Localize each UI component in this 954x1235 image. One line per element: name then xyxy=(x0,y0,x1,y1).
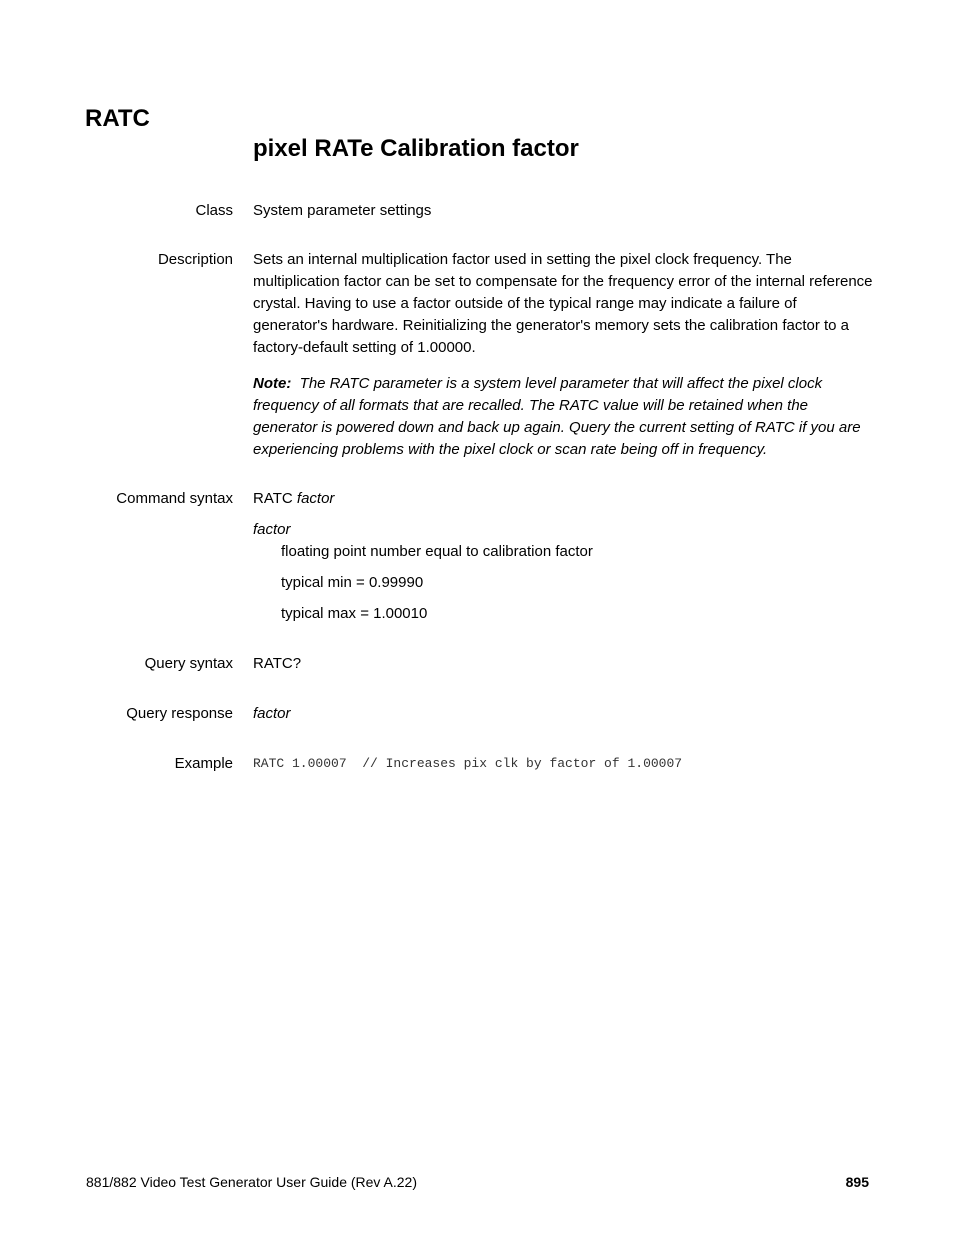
query-syntax-value: RATC? xyxy=(253,655,302,672)
example-code: RATC 1.00007 // Increases pix clk by factor of 1.00007 xyxy=(253,756,683,771)
class-label: Class xyxy=(195,202,233,219)
command-syntax-arg: factor xyxy=(296,490,335,507)
command-title: pixel RATe Calibration factor xyxy=(253,135,579,162)
note-text: The RATC parameter is a system level parameter that will affect the pixel clock frequency of all formats that are recalled. The RATC value will be retained when the generator is powered down and back up again. Query the current setting of RATC if you are experiencing problems with the pixel clock or scan rate being off in frequency. xyxy=(253,375,861,458)
param-typical-max: typical max = 1.00010 xyxy=(281,605,428,622)
class-value: System parameter settings xyxy=(253,202,432,219)
query-response-label: Query response xyxy=(126,705,233,722)
footer-guide-title: 881/882 Video Test Generator User Guide (Rev A.22) xyxy=(86,1174,418,1190)
command-syntax-value xyxy=(253,488,873,510)
command-name: RATC xyxy=(85,105,150,132)
param-typical-min: typical min = 0.99990 xyxy=(281,574,424,591)
example-label: Example xyxy=(174,755,233,772)
command-syntax-label: Command syntax xyxy=(116,490,233,507)
query-syntax-label: Query syntax xyxy=(144,655,233,672)
note-label: Note: xyxy=(253,375,292,392)
param-description: floating point number equal to calibration factor xyxy=(281,543,593,560)
footer-page-number: 895 xyxy=(845,1174,869,1190)
query-response-text: factor xyxy=(253,705,291,722)
param-name-text: factor xyxy=(253,521,291,538)
query-response-value xyxy=(253,703,873,725)
command-syntax-cmd: RATC xyxy=(253,490,293,507)
param-name xyxy=(253,519,873,541)
description-label: Description xyxy=(157,251,233,268)
description-note xyxy=(253,373,873,461)
description-text: Sets an internal multiplication factor used in setting the pixel clock frequency. The multiplication factor can be set to compensate for the frequency error of the internal reference crystal. Having to use a factor outside of the typical range may indicate a failure of generator's hardware. Reinitializing the generator's memory sets the calibration factor to a factory-default setting of 1.00000. xyxy=(253,251,873,356)
